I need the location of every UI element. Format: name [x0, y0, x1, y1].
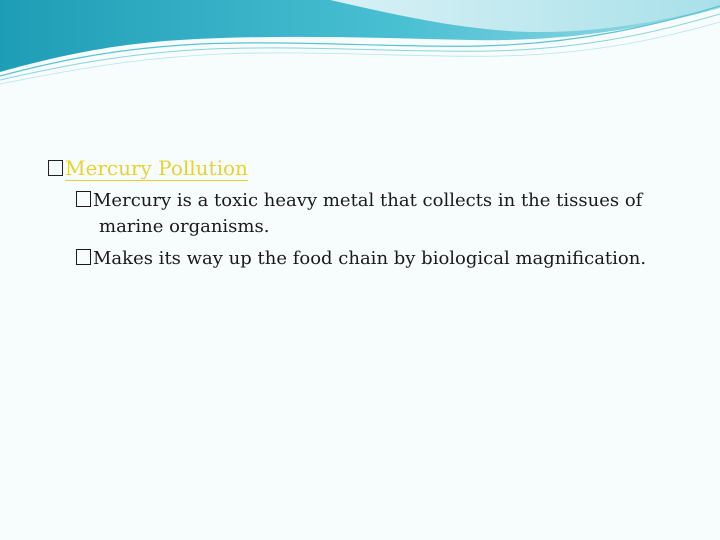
heading-text: Mercury Pollution — [65, 156, 248, 180]
bullet-icon — [76, 191, 91, 207]
bullet-item — [76, 246, 646, 272]
bullet-icon — [76, 249, 91, 265]
slide-heading — [48, 154, 248, 182]
bullet-icon — [48, 160, 63, 176]
header-wave-decoration — [0, 0, 720, 110]
bullet-text-line1: Mercury is a toxic heavy metal that collects in the tissues of — [93, 190, 643, 211]
bullet-item — [76, 188, 642, 240]
bullet-text-line2: marine organisms. — [99, 216, 270, 237]
bullet-text-line1: Makes its way up the food chain by biological magnification. — [93, 248, 647, 269]
